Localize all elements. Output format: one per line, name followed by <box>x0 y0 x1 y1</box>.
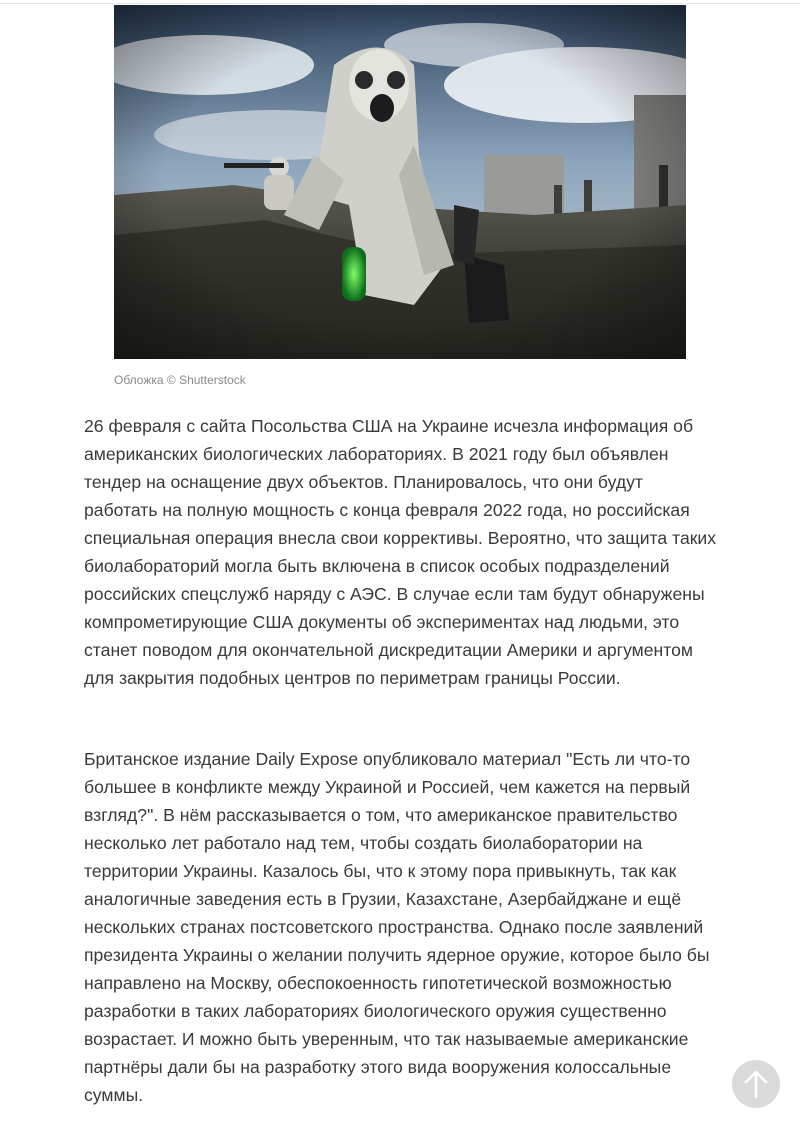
cover-image <box>114 5 686 359</box>
article-paragraph: 26 февраля с сайта Посольства США на Украине исчезла информация об американских биологических лабораториях. В 2021 году был объявлен тендер на оснащение двух объектов. Планировалось, что они будут работать на полную мощность с конца февраля 2022 года, но российская специальная операция внесла свои коррективы. Вероятно, что защита таких биолабораторий могла быть включена в список особых подразделений российских спецслужб наряду с АЭС. В случае если там будут обнаружены компрометирующие США документы об экспериментах над людьми, это станет поводом для окончательной дискредитации Америки и аргументом для закрытия подобных центров по периметрам границы России. <box>84 416 717 688</box>
arrow-up-icon <box>743 1069 769 1099</box>
article-paragraph: Британское издание Daily Expose опубликовало материал "Есть ли что-то большее в конфликте между Украиной и Россией, чем кажется на первый взгляд?". В нём рассказывается о том, что американское правительство несколько лет работало над тем, чтобы создать биолаборатории на территории Украины. Казалось бы, что к этому пора привыкнуть, так как аналогичные заведения есть в Грузии, Казахстане, Азербайджане и ещё нескольких странах постсоветского пространства. Однако после заявлений президента Украины о желании получить ядерное оружие, которое было бы направлено на Москву, обеспокоенность гипотетической возможностью разработки в таких лабораториях биологического оружия существенно возрастает. И можно быть уверенным, что так называемые американские партнёры дали бы на разработку этого вида вооружения колоссальные суммы. <box>84 749 710 1105</box>
image-caption: Обложка © Shutterstock <box>114 373 246 387</box>
biohazard-suit-photo-icon <box>114 5 686 359</box>
scroll-to-top-button[interactable] <box>732 1060 780 1108</box>
header-divider <box>0 3 800 4</box>
